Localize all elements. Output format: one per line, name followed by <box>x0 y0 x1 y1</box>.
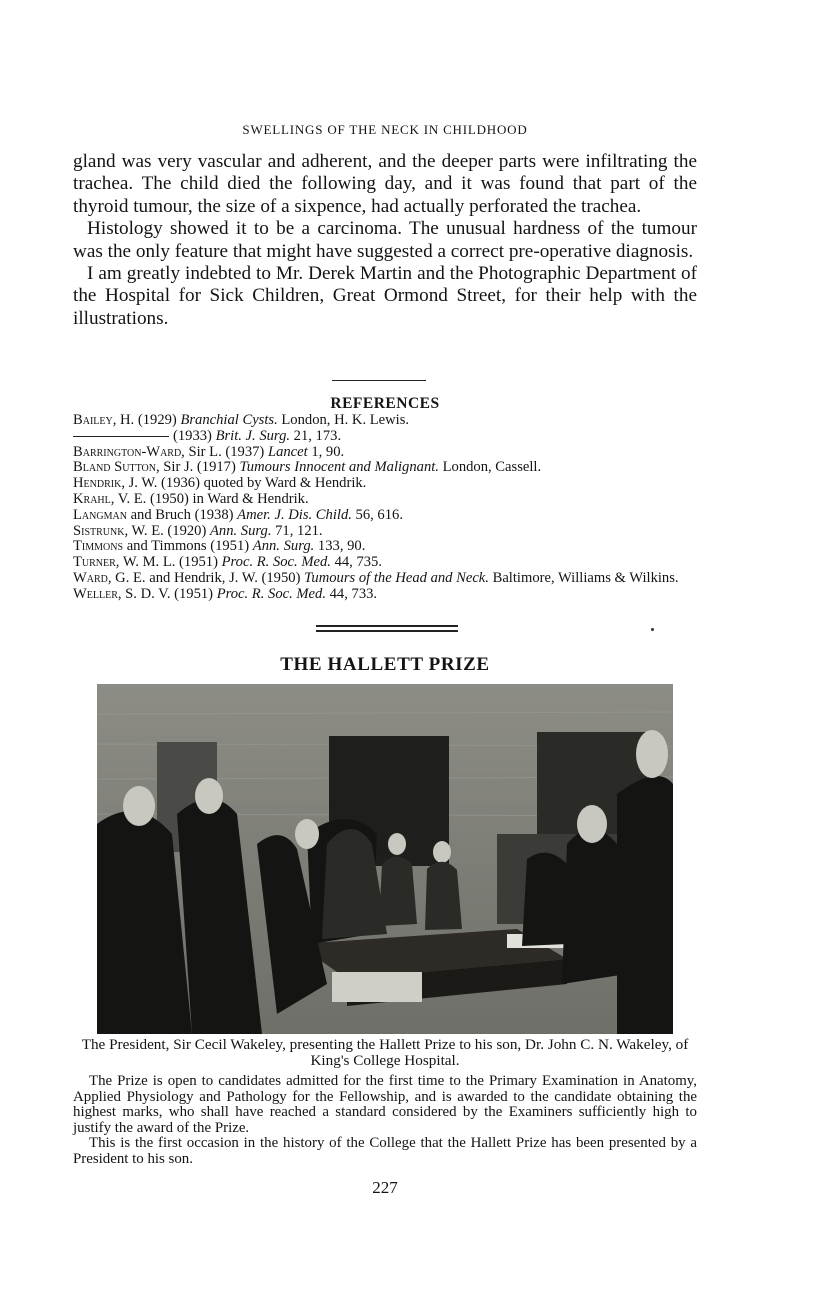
ref-text: 71, 121. <box>271 522 323 539</box>
ref-title: Lancet <box>267 443 308 460</box>
ref-authors: Krahl, V. E. <box>73 490 147 507</box>
ref-authors: Hendrik, J. W. <box>73 475 158 492</box>
ref-authors: Bailey, H. <box>73 412 135 428</box>
ref-text: London, H. K. Lewis. <box>277 412 410 428</box>
ref-authors: Ward, G. E. <box>73 569 146 586</box>
prize-description <box>73 1074 697 1168</box>
ref-title: Branchial Cysts. <box>180 412 278 428</box>
photo-caption: The President, Sir Cecil Wakeley, presenting the Hallett Prize to his son, Dr. John C. N. Wakeley, of King's College Hospital. <box>81 1036 689 1070</box>
ref-text: (1933) <box>173 427 216 444</box>
reference-item <box>73 571 697 587</box>
ref-authors: Langman <box>73 506 127 523</box>
reference-item <box>73 539 697 555</box>
ref-authors: Weller, S. D. V. <box>73 585 171 602</box>
ref-text: 44, 735. <box>330 554 382 571</box>
ref-authors: Barrington-Ward, <box>73 443 185 460</box>
ref-title: Tumours of the Head and Neck. <box>304 569 489 586</box>
body-paragraph: gland was very vascular and adherent, and the deeper parts were infiltrating the trachea. The child died the following day, and it was found that part of the thyroid tumour, the size of a sixpence, had actually perforated the trachea. <box>73 151 697 217</box>
ref-title: Tumours Innocent and Malignant. <box>239 459 439 476</box>
ref-authors: Turner, W. M. L. <box>73 554 176 571</box>
reference-item <box>73 492 697 508</box>
reference-item <box>73 508 697 524</box>
ref-text: 21, 173. <box>290 427 342 444</box>
ref-text: (1929) <box>134 412 181 428</box>
prize-paragraph: The Prize is open to candidates admitted for the first time to the Primary Examination in Anatomy, Applied Physiology and Pathology for the Fellowship, and is awarded to the candidate obtaining the highest marks, who shall have reached a standard considered by the Examiners sufficiently high to justify the award of the Prize. <box>73 1073 697 1136</box>
ref-text: and Hendrik, J. W. (1950) <box>145 569 305 586</box>
reference-item <box>73 413 697 429</box>
print-speck <box>651 628 654 631</box>
prize-paragraph: This is the first occasion in the history of the College that the Hallett Prize has been presented by a President to his son. <box>73 1135 697 1167</box>
ref-authors: Timmons <box>73 538 124 555</box>
ref-text: (1951) <box>170 585 217 602</box>
ref-text: and Timmons (1951) <box>123 538 253 555</box>
ref-text: (1950) in Ward & Hendrik. <box>146 490 309 507</box>
reference-item <box>73 429 697 445</box>
body-text <box>73 151 697 330</box>
page-number: 227 <box>372 1178 398 1197</box>
double-rule-divider <box>316 625 458 635</box>
references-heading: REFERENCES <box>330 395 440 412</box>
references-list <box>73 413 697 603</box>
ref-text: Sir L. (1937) <box>184 443 268 460</box>
ref-title: Brit. J. Surg. <box>215 427 291 444</box>
reference-item <box>73 445 697 461</box>
body-paragraph: Histology showed it to be a carcinoma. The unusual hardness of the tumour was the only feature that might have suggested a correct pre-operative diagnosis. <box>73 218 697 262</box>
ref-title: Proc. R. Soc. Med. <box>221 554 331 571</box>
reference-item <box>73 587 697 603</box>
ref-authors: Sistrunk, W. E. <box>73 522 164 539</box>
ref-text: (1936) quoted by Ward & Hendrik. <box>157 475 367 492</box>
ref-text: (1951) <box>175 554 222 571</box>
ref-text: (1920) <box>163 522 210 539</box>
ref-text: Sir J. (1917) <box>159 459 240 476</box>
ditto-rule <box>73 436 169 437</box>
ref-text: London, Cassell. <box>438 459 542 476</box>
reference-item <box>73 524 697 540</box>
body-paragraph: I am greatly indebted to Mr. Derek Martin and the Photographic Department of the Hospital for Sick Children, Great Ormond Street, for their help with the illustrations. <box>73 263 697 329</box>
reference-item <box>73 555 697 571</box>
ref-text: Baltimore, Williams & Wilkins. <box>488 569 679 586</box>
reference-item <box>73 460 697 476</box>
ref-title: Proc. R. Soc. Med. <box>216 585 326 602</box>
ref-text: 1, 90. <box>307 443 345 460</box>
running-head: SWELLINGS OF THE NECK IN CHILDHOOD <box>242 122 528 137</box>
ref-text: 44, 733. <box>325 585 378 602</box>
ref-title: Amer. J. Dis. Child. <box>237 506 352 523</box>
ref-text: and Bruch (1938) <box>126 506 238 523</box>
ref-title: Ann. Surg. <box>210 522 272 539</box>
section-divider <box>332 380 426 381</box>
ref-text: 56, 616. <box>351 506 403 523</box>
ref-authors: Bland Sutton, <box>73 459 160 476</box>
ref-text: 133, 90. <box>314 538 366 555</box>
ceremony-photograph <box>97 684 673 1034</box>
section-title: THE HALLETT PRIZE <box>280 654 490 675</box>
reference-item <box>73 476 697 492</box>
ref-title: Ann. Surg. <box>252 538 315 555</box>
